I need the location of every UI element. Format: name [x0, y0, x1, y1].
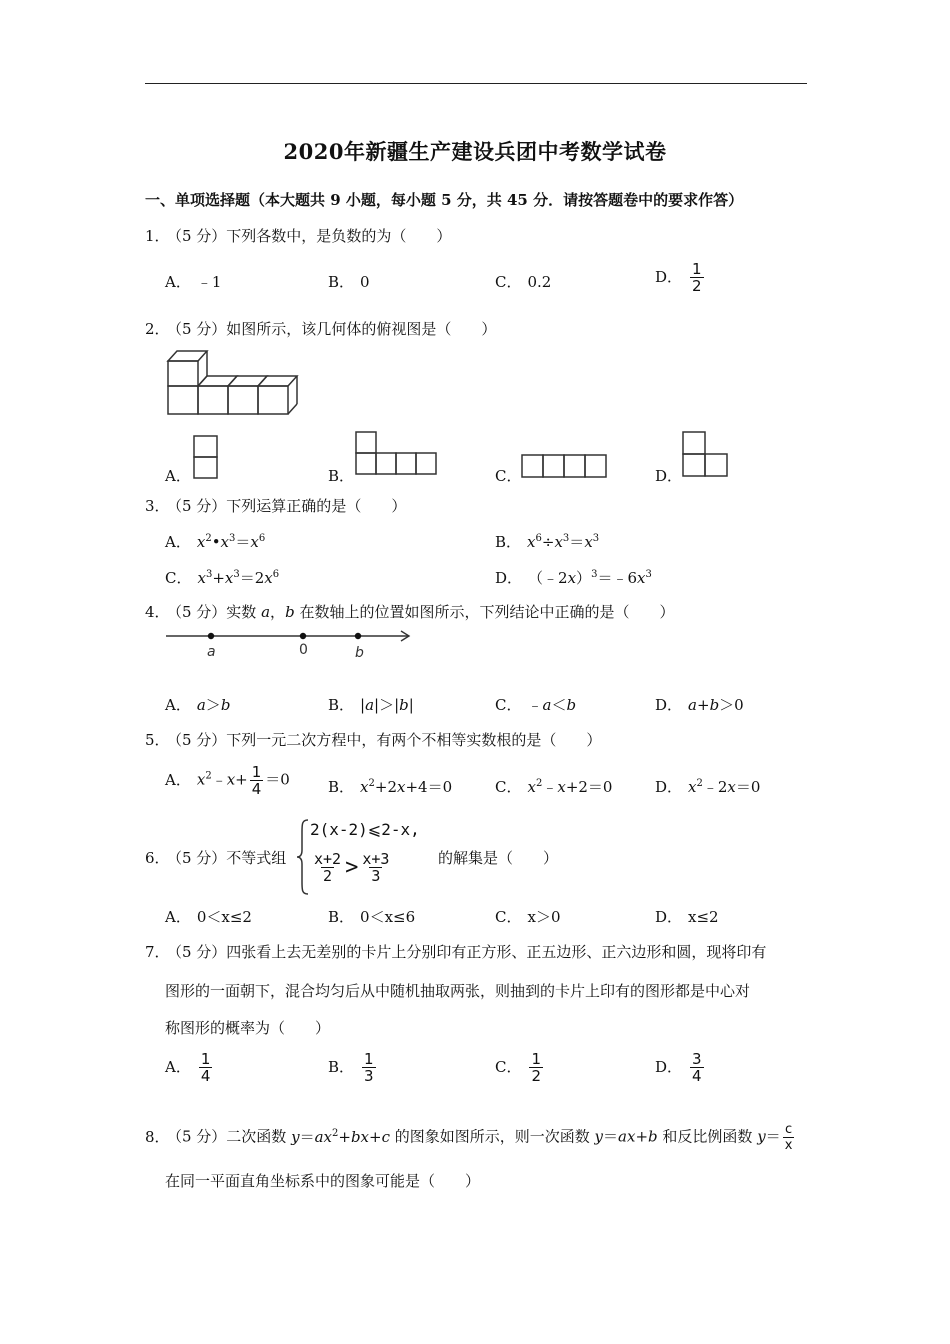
q4-number-line: [165, 626, 415, 664]
axis-label-0: 0: [299, 642, 308, 658]
question-8-line-2: 在同一平面直角坐标系中的图象可能是（ ）: [165, 1172, 481, 1190]
q6-option-d: D． x≤2: [655, 908, 719, 926]
question-5: 5．（5 分）下列一元二次方程中，有两个不相等实数根的是（ ）: [145, 731, 602, 749]
question-6: 6．（5 分）不等式组: [145, 849, 287, 867]
question-3: 3．（5 分）下列运算正确的是（ ）: [145, 497, 407, 515]
question-1: [145, 225, 451, 246]
q5-option-d: D． $x^2﹣2x=0$: [655, 778, 761, 796]
q5-option-b: B． $x^2+2x+4=0$: [328, 778, 453, 796]
q7-option-b: B． $\frac{1}{3}$: [328, 1050, 374, 1085]
q7-option-a: A． $\frac{1}{4}$: [165, 1050, 211, 1085]
q3-option-d: D． $(﹣2x)^3=﹣6x^3$: [495, 569, 652, 587]
q2-option-d: D．: [655, 467, 683, 485]
question-text: （5 分）下列各数中，是负数的为（ ）: [167, 227, 452, 245]
q6-option-a: A． 0＜x≤2: [165, 908, 252, 926]
q5-option-a: A． $x^2﹣x+$ $\frac{1}{4}$ ＝0: [165, 763, 290, 798]
q2-option-c-diagram: [521, 454, 609, 480]
q1-option-d: D． $\frac{1}{2}$: [655, 260, 702, 295]
q2-option-b-diagram: [355, 431, 441, 477]
q6-text-after: 的解集是（ ）: [438, 849, 559, 867]
question-7-line-2: 图形的一面朝下，混合均匀后从中随机抽取两张，则抽到的卡片上印有的图形都是中心对: [165, 982, 751, 1000]
section-heading: 一、单项选择题（本大题共 9 小题，每小题 5 分，共 45 分．请按答题卷中的要求作答）: [145, 191, 744, 209]
q4-option-b: B． |a|＞|b|: [328, 696, 414, 714]
q6-brace: [296, 818, 310, 896]
q3-option-c: C． $x^3+x^3=2x^6$: [165, 569, 280, 587]
q2-option-b: B．: [328, 467, 355, 485]
question-number: 1．: [145, 227, 170, 245]
question-4: 4．（5 分）实数 a，b 在数轴上的位置如图所示，下列结论中正确的是（ ）: [145, 603, 675, 621]
q2-solid-figure: [165, 349, 310, 417]
q1-option-c: C． 0.2: [495, 273, 552, 291]
q4-option-d: D． a+b＞0: [655, 696, 744, 714]
q6-inequality-2: $\frac{x+2}{2}$ > $\frac{x+3}{3}$: [314, 850, 390, 885]
question-2: 2．（5 分）如图所示，该几何体的俯视图是（ ）: [145, 320, 497, 338]
axis-label-a: a: [207, 644, 216, 660]
q1-option-b: B． 0: [328, 273, 370, 291]
question-7-line-3: 称图形的概率为（ ）: [165, 1019, 331, 1037]
top-rule: [145, 83, 807, 84]
q7-option-d: D． $\frac{3}{4}$: [655, 1050, 702, 1085]
q2-option-c: C．: [495, 467, 522, 485]
page-title: 2020年新疆生产建设兵团中考数学试卷: [283, 139, 667, 164]
q6-option-b: B． 0＜x≤6: [328, 908, 416, 926]
q6-inequality-1: 2(x-2)⩽2-x,: [310, 820, 420, 839]
q4-option-c: C． ﹣a＜b: [495, 696, 577, 714]
q4-option-a: A． a＞b: [165, 696, 231, 714]
q5-option-c: C． $x^2﹣x+2=0$: [495, 778, 613, 796]
question-8: 8．（5 分）二次函数 $y=ax^2+bx+c$ 的图象如图所示，则一次函数 y＝ax+b 和反比例函数 y＝ $\frac{c}{x}$: [145, 1122, 793, 1153]
q2-option-a: A．: [165, 467, 191, 485]
axis-label-b: b: [355, 645, 364, 661]
q2-option-d-diagram: [682, 431, 730, 479]
q3-option-b: B． $x^6\div x^3=x^3$: [495, 533, 600, 551]
q1-option-a: A． ﹣1: [165, 273, 222, 291]
q3-option-a: A． $x^2•x^3=x^6$: [165, 533, 266, 551]
q7-option-c: C． $\frac{1}{2}$: [495, 1050, 542, 1085]
q2-option-a-diagram: [193, 435, 219, 481]
q6-option-c: C． x＞0: [495, 908, 561, 926]
question-7: 7．（5 分）四张看上去无差别的卡片上分别印有正方形、正五边形、正六边形和圆，现将印有: [145, 943, 767, 961]
